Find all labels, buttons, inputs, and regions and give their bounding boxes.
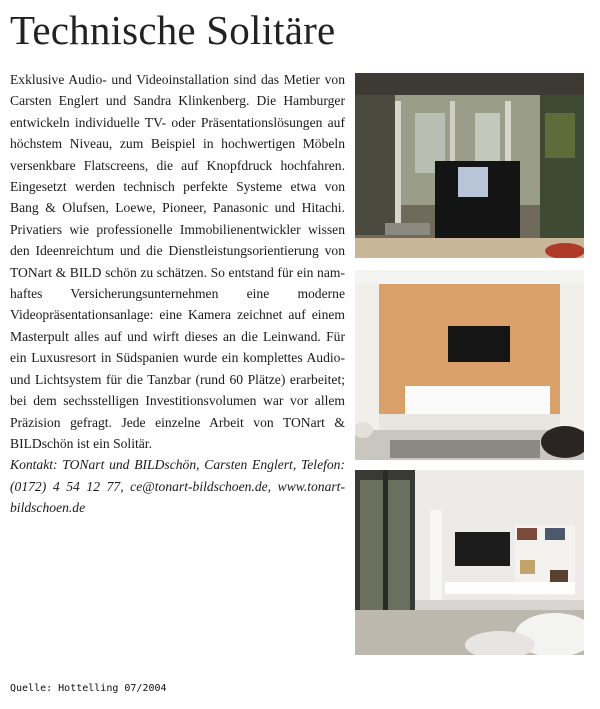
photo-living-room: [355, 470, 584, 655]
photo-showroom: [355, 73, 584, 258]
article-body-column: [10, 69, 345, 519]
article-title: Technische Solitäre: [10, 7, 336, 53]
article-body: Exklusive Audio- und Videoinstallation sind das Metier von Carsten Englert und Sandra Klinkenberg. Die Hamburger entwickeln individuelle TV- oder Präsentationslösungen auf höchstem Niveau, zum Beispiel in hochwertigen Möbeln versenkbare Flatscreens, die auf Knopfdruck hochfahren. Eingesetzt werden technisch perfekte Systeme etwa von Bang & Olufsen, Loewe, Pioneer, Panasonic und Hitachi. Privatiers wie professionelle Immobilienentwickler wissen den Ideenreichtum und die Dienstleistungsorientierung von TONart & BILD schön zu schätzen. So entstand für ein namhaftes Versicherungsunternehmen eine moderne Videopräsentationsanlage: eine Kamera zeichnet auf einem Masterpult alles auf und wirft dieses an die Leinwand. Für ein Luxusresort in Südspanien wurde ein komplettes Audio- und Lichtsystem für die Tanzbar (rund 60 Plätze) erarbeitet; bei dem sechsstelligen Investitionsvolumen war vor allem Präzision gefragt. Jede einzelne Arbeit von TONart & BILDschön ist ein Solitär.: [10, 72, 345, 451]
article-contact: Kontakt: TONart und BILDschön, Carsten Englert, Telefon: (0172) 4 54 12 77, ce@tonart-bildschoen.de, www.tonart-bildschoen.de: [10, 457, 345, 516]
photo-orange-wall-tv: [355, 270, 584, 460]
source-caption: Quelle: Hottelling 07/2004: [10, 683, 167, 694]
